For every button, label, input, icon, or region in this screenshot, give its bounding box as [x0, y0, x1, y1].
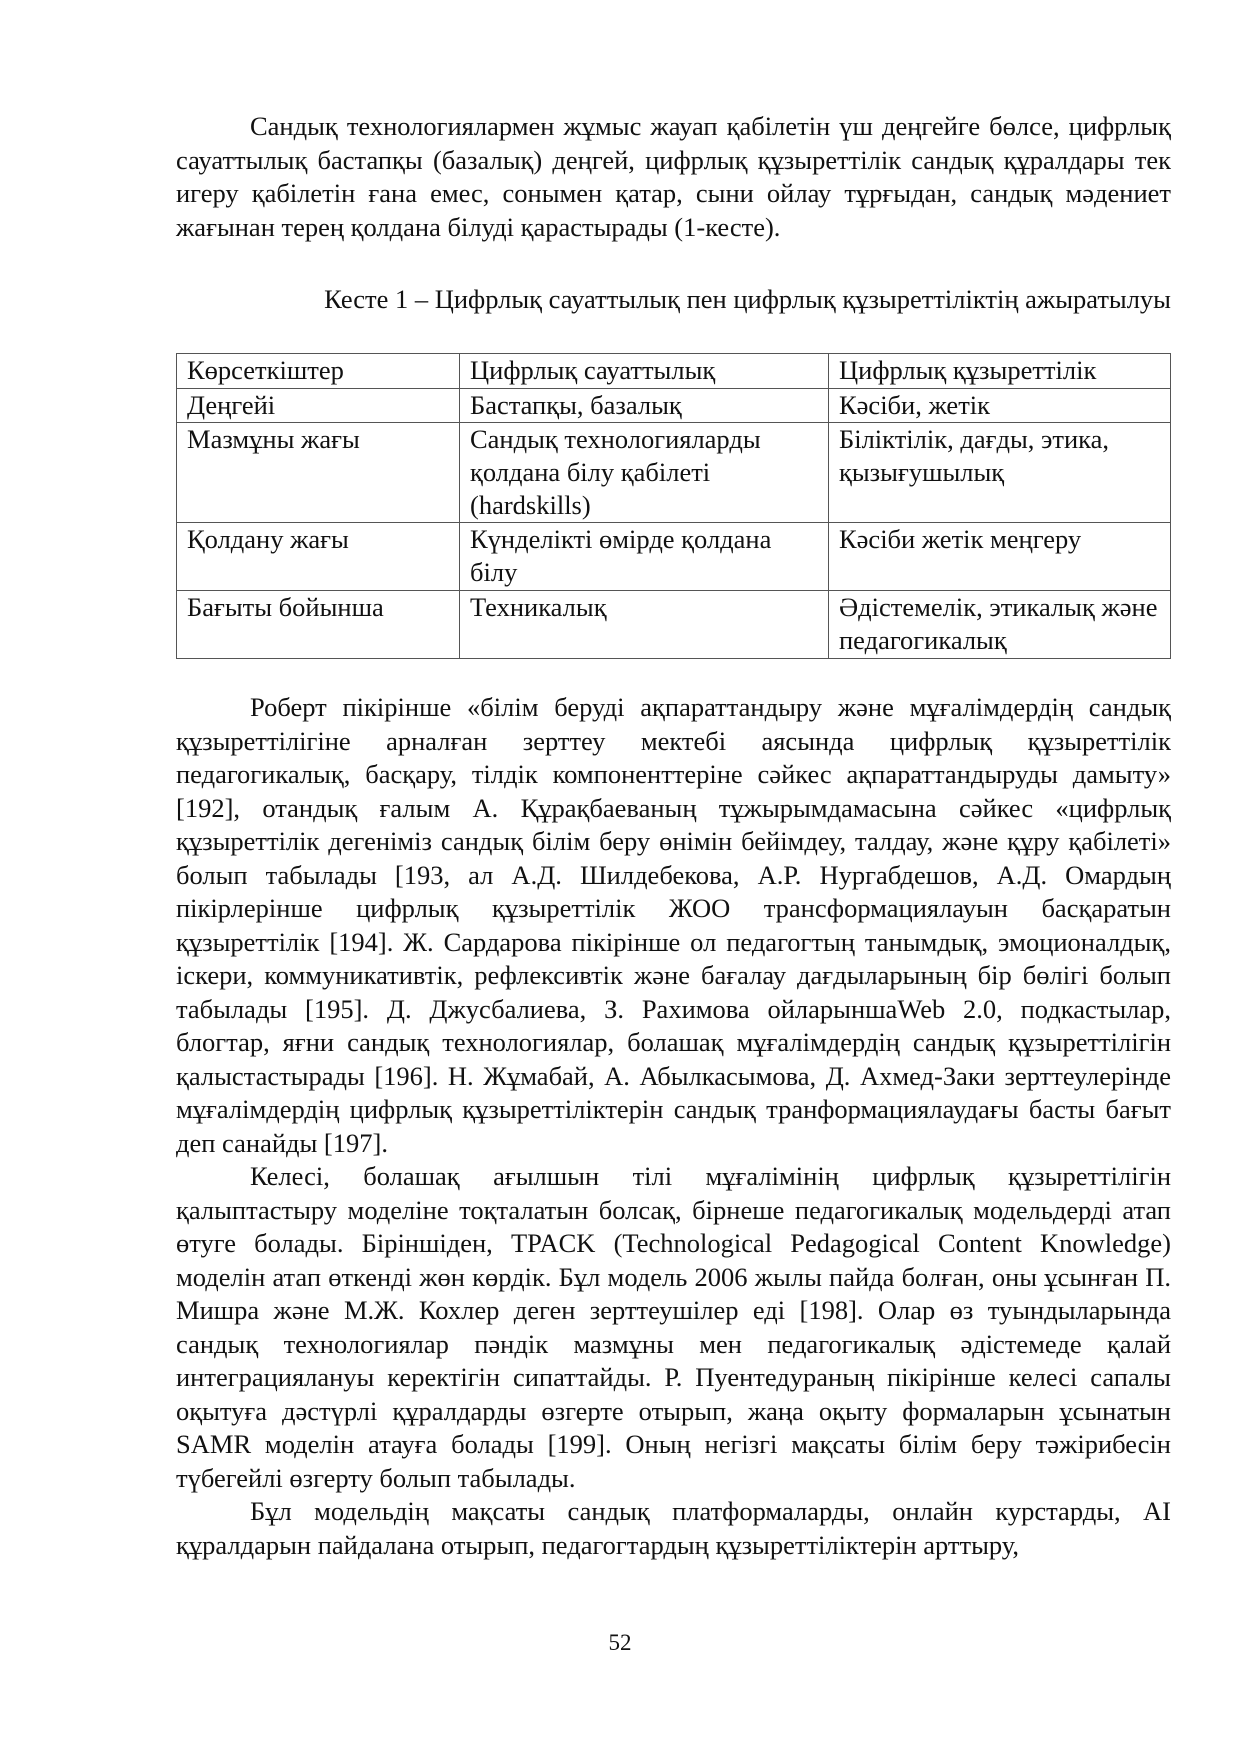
table-cell: Әдістемелік, этикалық және педагогикалық	[829, 591, 1171, 659]
page-number: 52	[608, 1630, 632, 1655]
table-row	[177, 423, 1171, 523]
body-paragraph: Келесі, болашақ ағылшын тілі мұғалімінің цифрлық құзыреттілігін қалыптастыру моделіне тоқталатын болсақ, бірнеше педагогикалық модельдерді атап өтуге болады. Біріншіден, TPACK (Technological Pedagogical Content Knowledge) моделін атап өткенді жөн көрдік. Бұл модель 2006 жылы пайда болған, оны ұсынған П. Мишра және М.Ж. Кохлер деген зерттеушілер еді [198]. Олар өз туындыларында сандық технологиялар пәндік мазмұны мен педагогикалық әдістемеде қалай интеграциялануы керектігін сипаттайды. Р. Пуентедураның пікірінше келесі сапалы оқытуға дәстүрлі құралдарды өзгерте отырып, жаңа оқыту формаларын ұсынатын SAMR моделін атауға болады [199]. Оның негізгі мақсаты білім беру тәжірибесін түбегейлі өзгерту болып табылады.	[176, 1161, 1171, 1493]
table-cell: Кәсіби, жетік	[829, 389, 1171, 423]
comparison-table	[176, 353, 1171, 659]
body-paragraph: Роберт пікірінше «білім беруді ақпараттандыру және мұғалімдердің сандық құзыреттілігіне арналған зерттеу мектебі аясында цифрлық құзыреттілік педагогикалық, басқару, тілдік компоненттеріне сәйкес ақпараттандыруды дамыту» [192], отандық ғалым А. Құрақбаеваның тұжырымдамасына сәйкес «цифрлық құзыреттілік дегеніміз сандық білім беру өнімін бейімдеу, талдау, және құру қабілеті» болып табылады [193, ал А.Д. Шилдебекова, А.Р. Нургабдешов, А.Д. Омардың пікірлерінше цифрлық құзыреттілік ЖОО трансформациялауын басқаратын құзыреттілік [194]. Ж. Сардарова пікірінше ол педагогтың танымдық, эмоционалдық, іскери, коммуникативтік, рефлексивтік және бағалау дағдыларының бір бөлігі болып табылады [195]. Д. Джусбалиева, З. Рахимова ойларыншаWeb 2.0, подкастылар, блогтар, яғни сандық технологиялар, болашақ мұғалімдердің сандық құзыреттілігін қалыстастырады [196]. Н. Жұмабай, А. Абылкасымова, Д. Ахмед-Заки зерттеулерінде мұғалімдердің цифрлық құзыреттіліктерін сандық транформациялаудағы басты бағыт деп санайды [197].	[176, 692, 1171, 1158]
table-cell: Сандық технологияларды қолдана білу қабілеті (hardskills)	[460, 423, 829, 523]
table-row	[177, 523, 1171, 591]
table-row	[177, 591, 1171, 659]
intro-section	[176, 110, 1171, 244]
table-cell: Кәсіби жетік меңгеру	[829, 523, 1171, 591]
body-paragraph: Бұл модельдің мақсаты сандық платформаларды, онлайн курстарды, AI құралдарын пайдалана отырып, педагогтардың құзыреттіліктерін арттыру,	[176, 1496, 1171, 1560]
table-cell: Бағыты бойынша	[177, 591, 460, 659]
body-section	[176, 691, 1171, 1562]
table-cell: Бастапқы, базалық	[460, 389, 829, 423]
table-cell: Қолдану жағы	[177, 523, 460, 591]
header-cell: Цифрлық сауаттылық	[460, 354, 829, 389]
intro-paragraph: Сандық технологиялармен жұмыс жауап қабілетін үш деңгейге бөлсе, цифрлық сауаттылық бастапқы (базалық) деңгей, цифрлық құзыреттілік сандық құралдары тек игеру қабілетін ғана емес, сонымен қатар, сыни ойлау тұрғыдан, сандық мәдениет жағынан терең қолдана білуді қарастырады (1-кесте).	[176, 111, 1171, 242]
table-cell: Деңгейі	[177, 389, 460, 423]
table-header-row	[177, 354, 1171, 389]
table-row	[177, 389, 1171, 423]
table-cell: Біліктілік, дағды, этика, қызығушылық	[829, 423, 1171, 523]
header-cell: Цифрлық құзыреттілік	[829, 354, 1171, 389]
table-cell: Күнделікті өмірде қолдана білу	[460, 523, 829, 591]
table-cell: Техникалық	[460, 591, 829, 659]
table-cell: Мазмұны жағы	[177, 423, 460, 523]
table-caption: Кесте 1 – Цифрлық сауаттылық пен цифрлық құзыреттіліктің ажыратылуы	[324, 284, 1171, 314]
header-cell: Көрсеткіштер	[177, 354, 460, 389]
